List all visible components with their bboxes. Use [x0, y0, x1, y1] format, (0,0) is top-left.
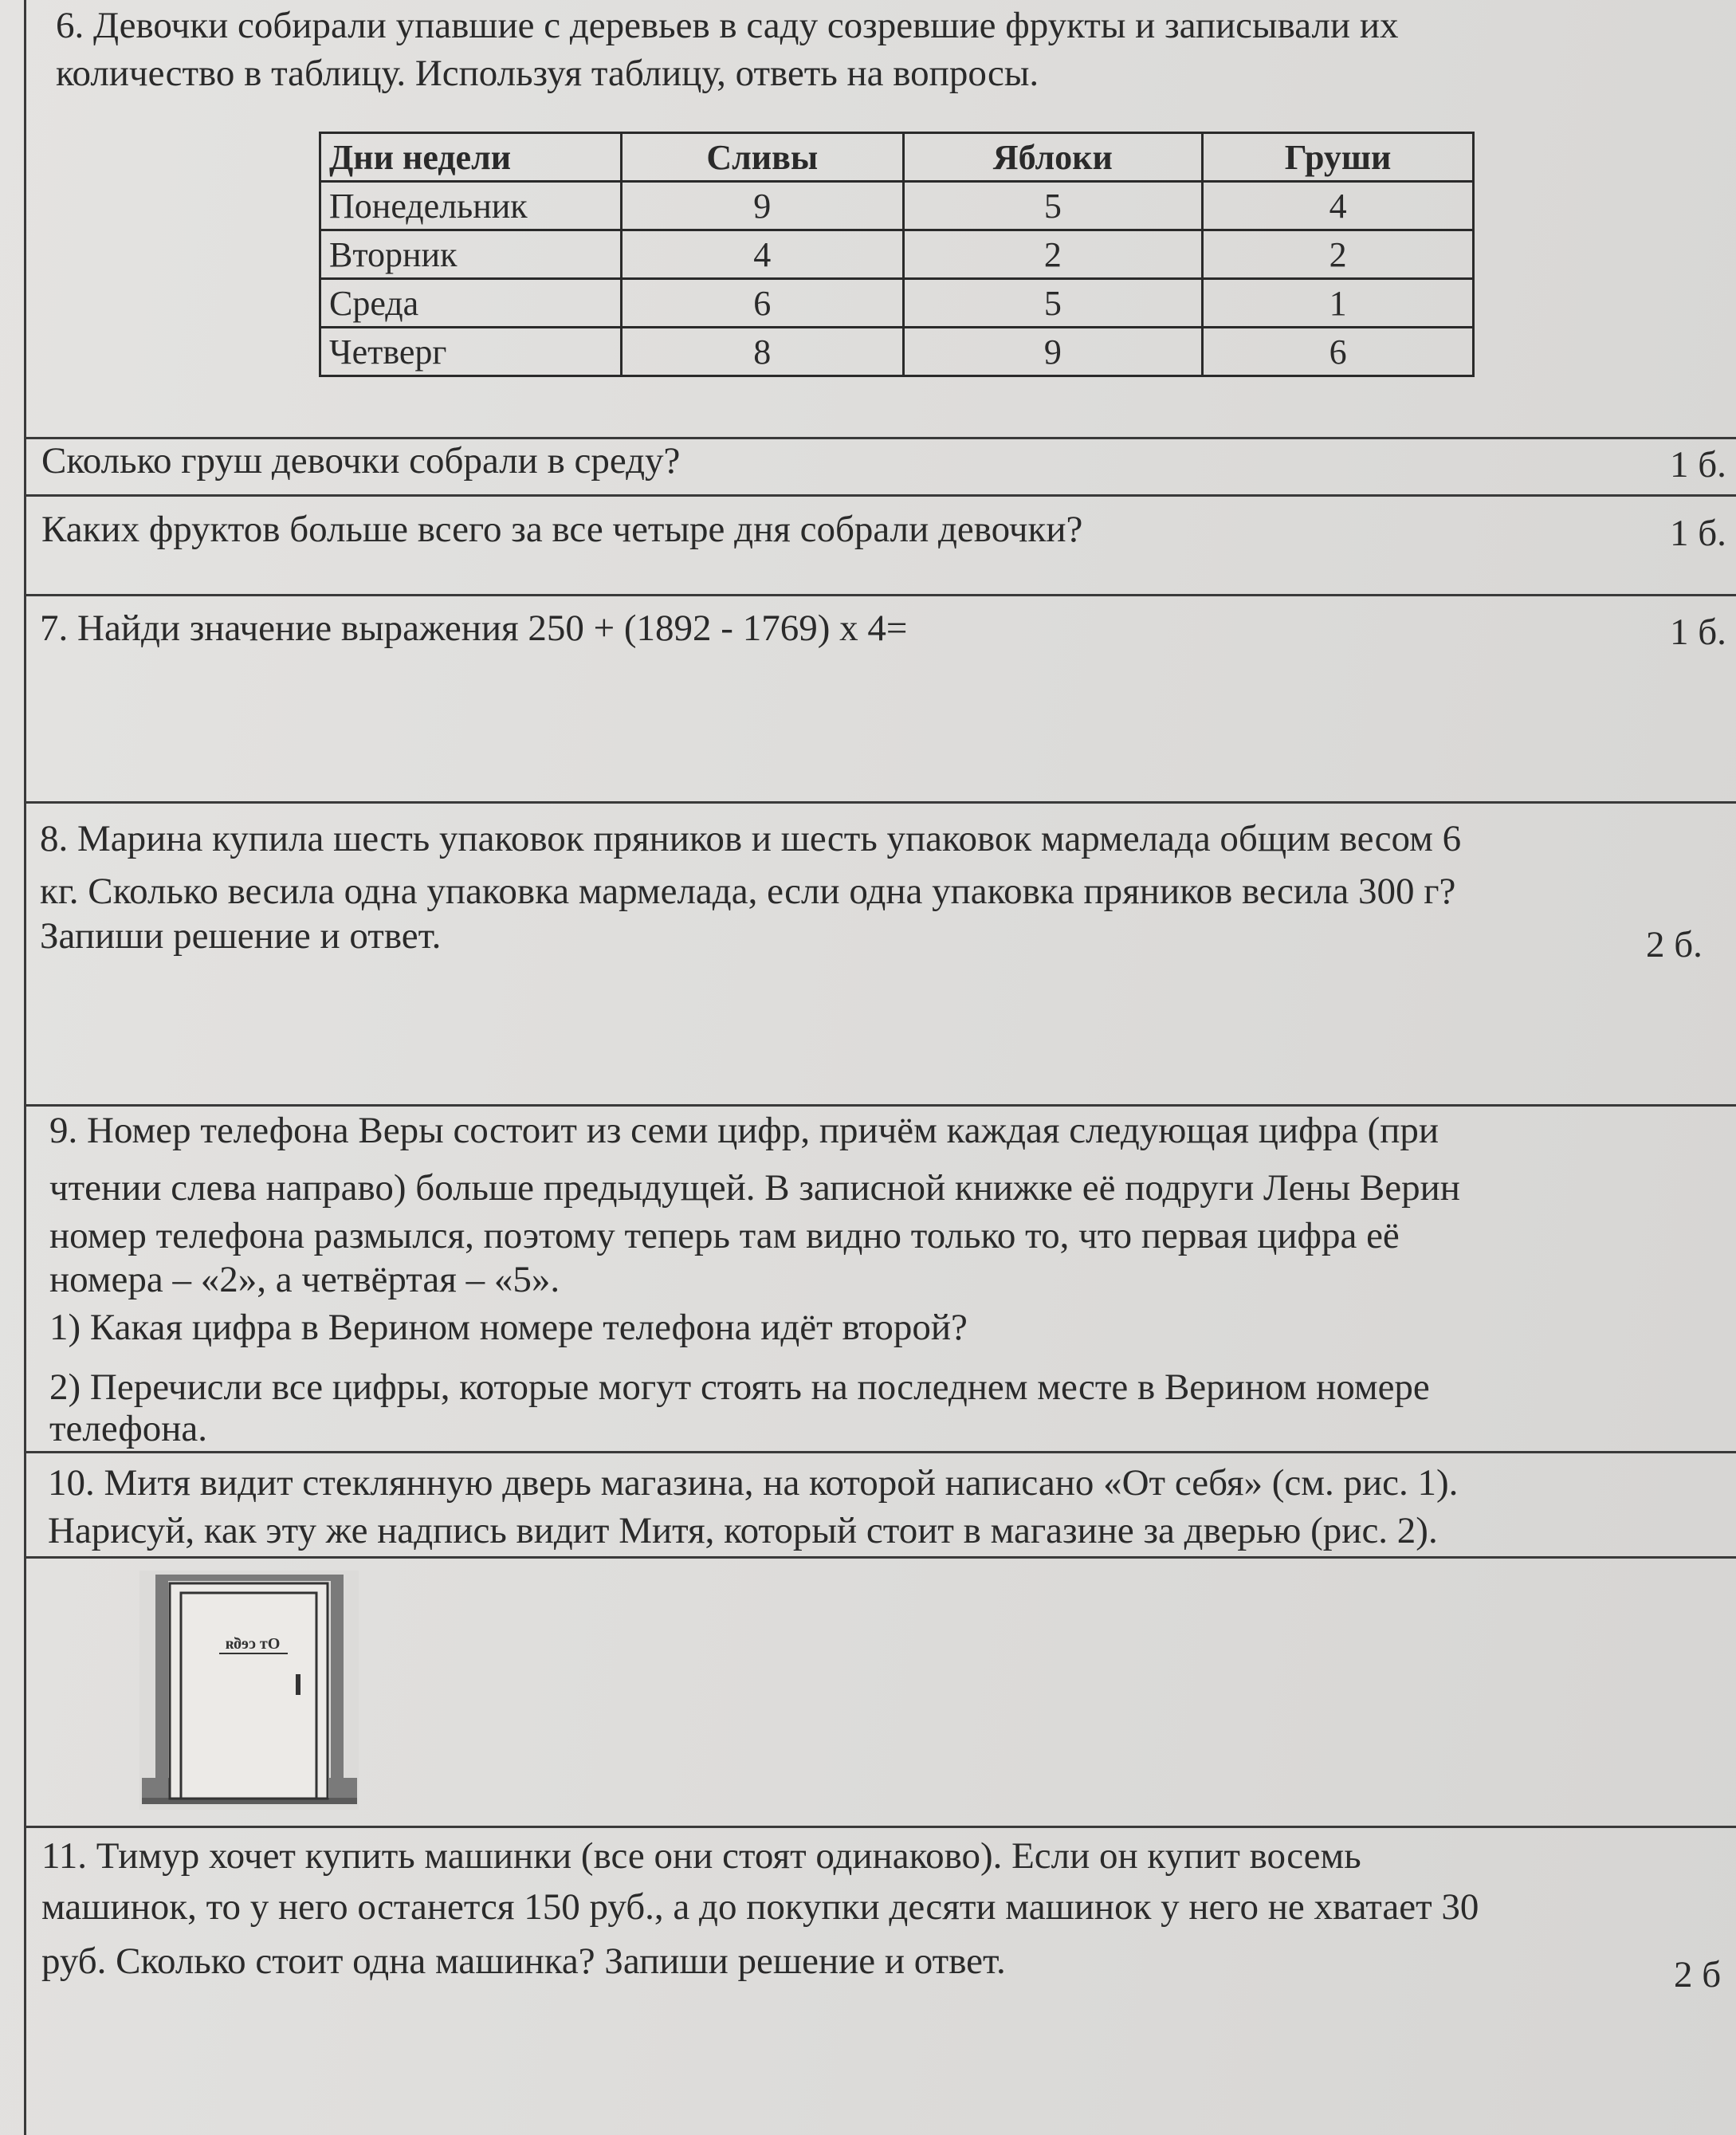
cell-pears: 1	[1203, 279, 1474, 328]
table-header-row	[320, 133, 1474, 182]
task7-text: 7. Найди значение выражения 250 + (1892 - 1769) х 4=	[40, 607, 908, 649]
task8-line2: кг. Сколько весила одна упаковка мармелада, если одна упаковка пряников весила 300 г?	[40, 871, 1456, 912]
task6-q2-points: 1 б.	[1670, 513, 1726, 554]
task9-line6: 2) Перечисли все цифры, которые могут стоять на последнем месте в Верином номере	[49, 1366, 1430, 1408]
cell-day: Среда	[320, 279, 622, 328]
cell-apples: 2	[903, 230, 1203, 279]
table-row	[320, 328, 1474, 376]
header-apples: Яблоки	[903, 133, 1203, 182]
cell-plums: 4	[622, 230, 904, 279]
task6-question1: Сколько груш девочки собрали в среду?	[41, 440, 681, 482]
header-pears: Груши	[1203, 133, 1474, 182]
task6-line2: количество в таблицу. Используя таблицу, ответь на вопросы.	[56, 53, 1039, 94]
task9-line3: номер телефона размылся, поэтому теперь там видно только то, что первая цифра её	[49, 1215, 1400, 1256]
header-plums: Сливы	[622, 133, 904, 182]
table-row	[320, 230, 1474, 279]
header-days: Дни недели	[320, 133, 622, 182]
cell-day: Вторник	[320, 230, 622, 279]
door-figure	[139, 1571, 359, 1810]
cell-apples: 5	[903, 279, 1203, 328]
task11-points: 2 б	[1674, 1954, 1722, 1995]
cell-pears: 6	[1203, 328, 1474, 376]
task9-line1: 9. Номер телефона Веры состоит из семи цифр, причём каждая следующая цифра (при	[49, 1110, 1439, 1151]
cell-day: Четверг	[320, 328, 622, 376]
task9-line5: 1) Какая цифра в Верином номере телефона идёт второй?	[49, 1307, 968, 1348]
task11-line2: машинок, то у него останется 150 руб., а до покупки десяти машинок у него не хватает 30	[41, 1886, 1479, 1928]
task10-line2: Нарисуй, как эту же надпись видит Митя, который стоит в магазине за дверью (рис. 2).	[48, 1510, 1438, 1551]
door-sign: От себя	[225, 1635, 281, 1653]
task8-points: 2 б.	[1646, 924, 1703, 965]
task11-line3: руб. Сколько стоит одна машинка? Запиши решение и ответ.	[41, 1940, 1006, 1982]
divider	[24, 801, 1736, 804]
divider	[24, 594, 1736, 596]
divider	[24, 1826, 1736, 1828]
task9-line4: номера – «2», а четвёртая – «5».	[49, 1259, 560, 1300]
cell-plums: 6	[622, 279, 904, 328]
task6-question2: Каких фруктов больше всего за все четыре дня собрали девочки?	[41, 509, 1083, 550]
fruit-table	[319, 132, 1475, 377]
divider	[24, 1556, 1736, 1559]
task7-points: 1 б.	[1670, 611, 1726, 653]
cell-plums: 9	[622, 182, 904, 230]
cell-day: Понедельник	[320, 182, 622, 230]
task8-line3: Запиши решение и ответ.	[40, 915, 442, 957]
task11-line1: 11. Тимур хочет купить машинки (все они стоят одинаково). Если он купит восемь	[41, 1835, 1361, 1877]
task10-line1: 10. Митя видит стеклянную дверь магазина, на которой написано «От себя» (см. рис. 1).	[48, 1462, 1459, 1504]
cell-apples: 9	[903, 328, 1203, 376]
cell-plums: 8	[622, 328, 904, 376]
task8-line1: 8. Марина купила шесть упаковок пряников и шесть упаковок мармелада общим весом 6	[40, 818, 1462, 859]
cell-apples: 5	[903, 182, 1203, 230]
task6-q1-points: 1 б.	[1670, 444, 1726, 486]
cell-pears: 4	[1203, 182, 1474, 230]
divider	[24, 494, 1736, 497]
task6-line1: 6. Девочки собирали упавшие с деревьев в саду созревшие фрукты и записывали их	[56, 5, 1399, 46]
divider	[24, 1451, 1736, 1453]
cell-pears: 2	[1203, 230, 1474, 279]
table-row	[320, 279, 1474, 328]
task9-line2: чтении слева направо) больше предыдущей. В записной книжке её подруги Лены Верин	[49, 1167, 1460, 1209]
table-row	[320, 182, 1474, 230]
task9-line7: телефона.	[49, 1408, 208, 1449]
